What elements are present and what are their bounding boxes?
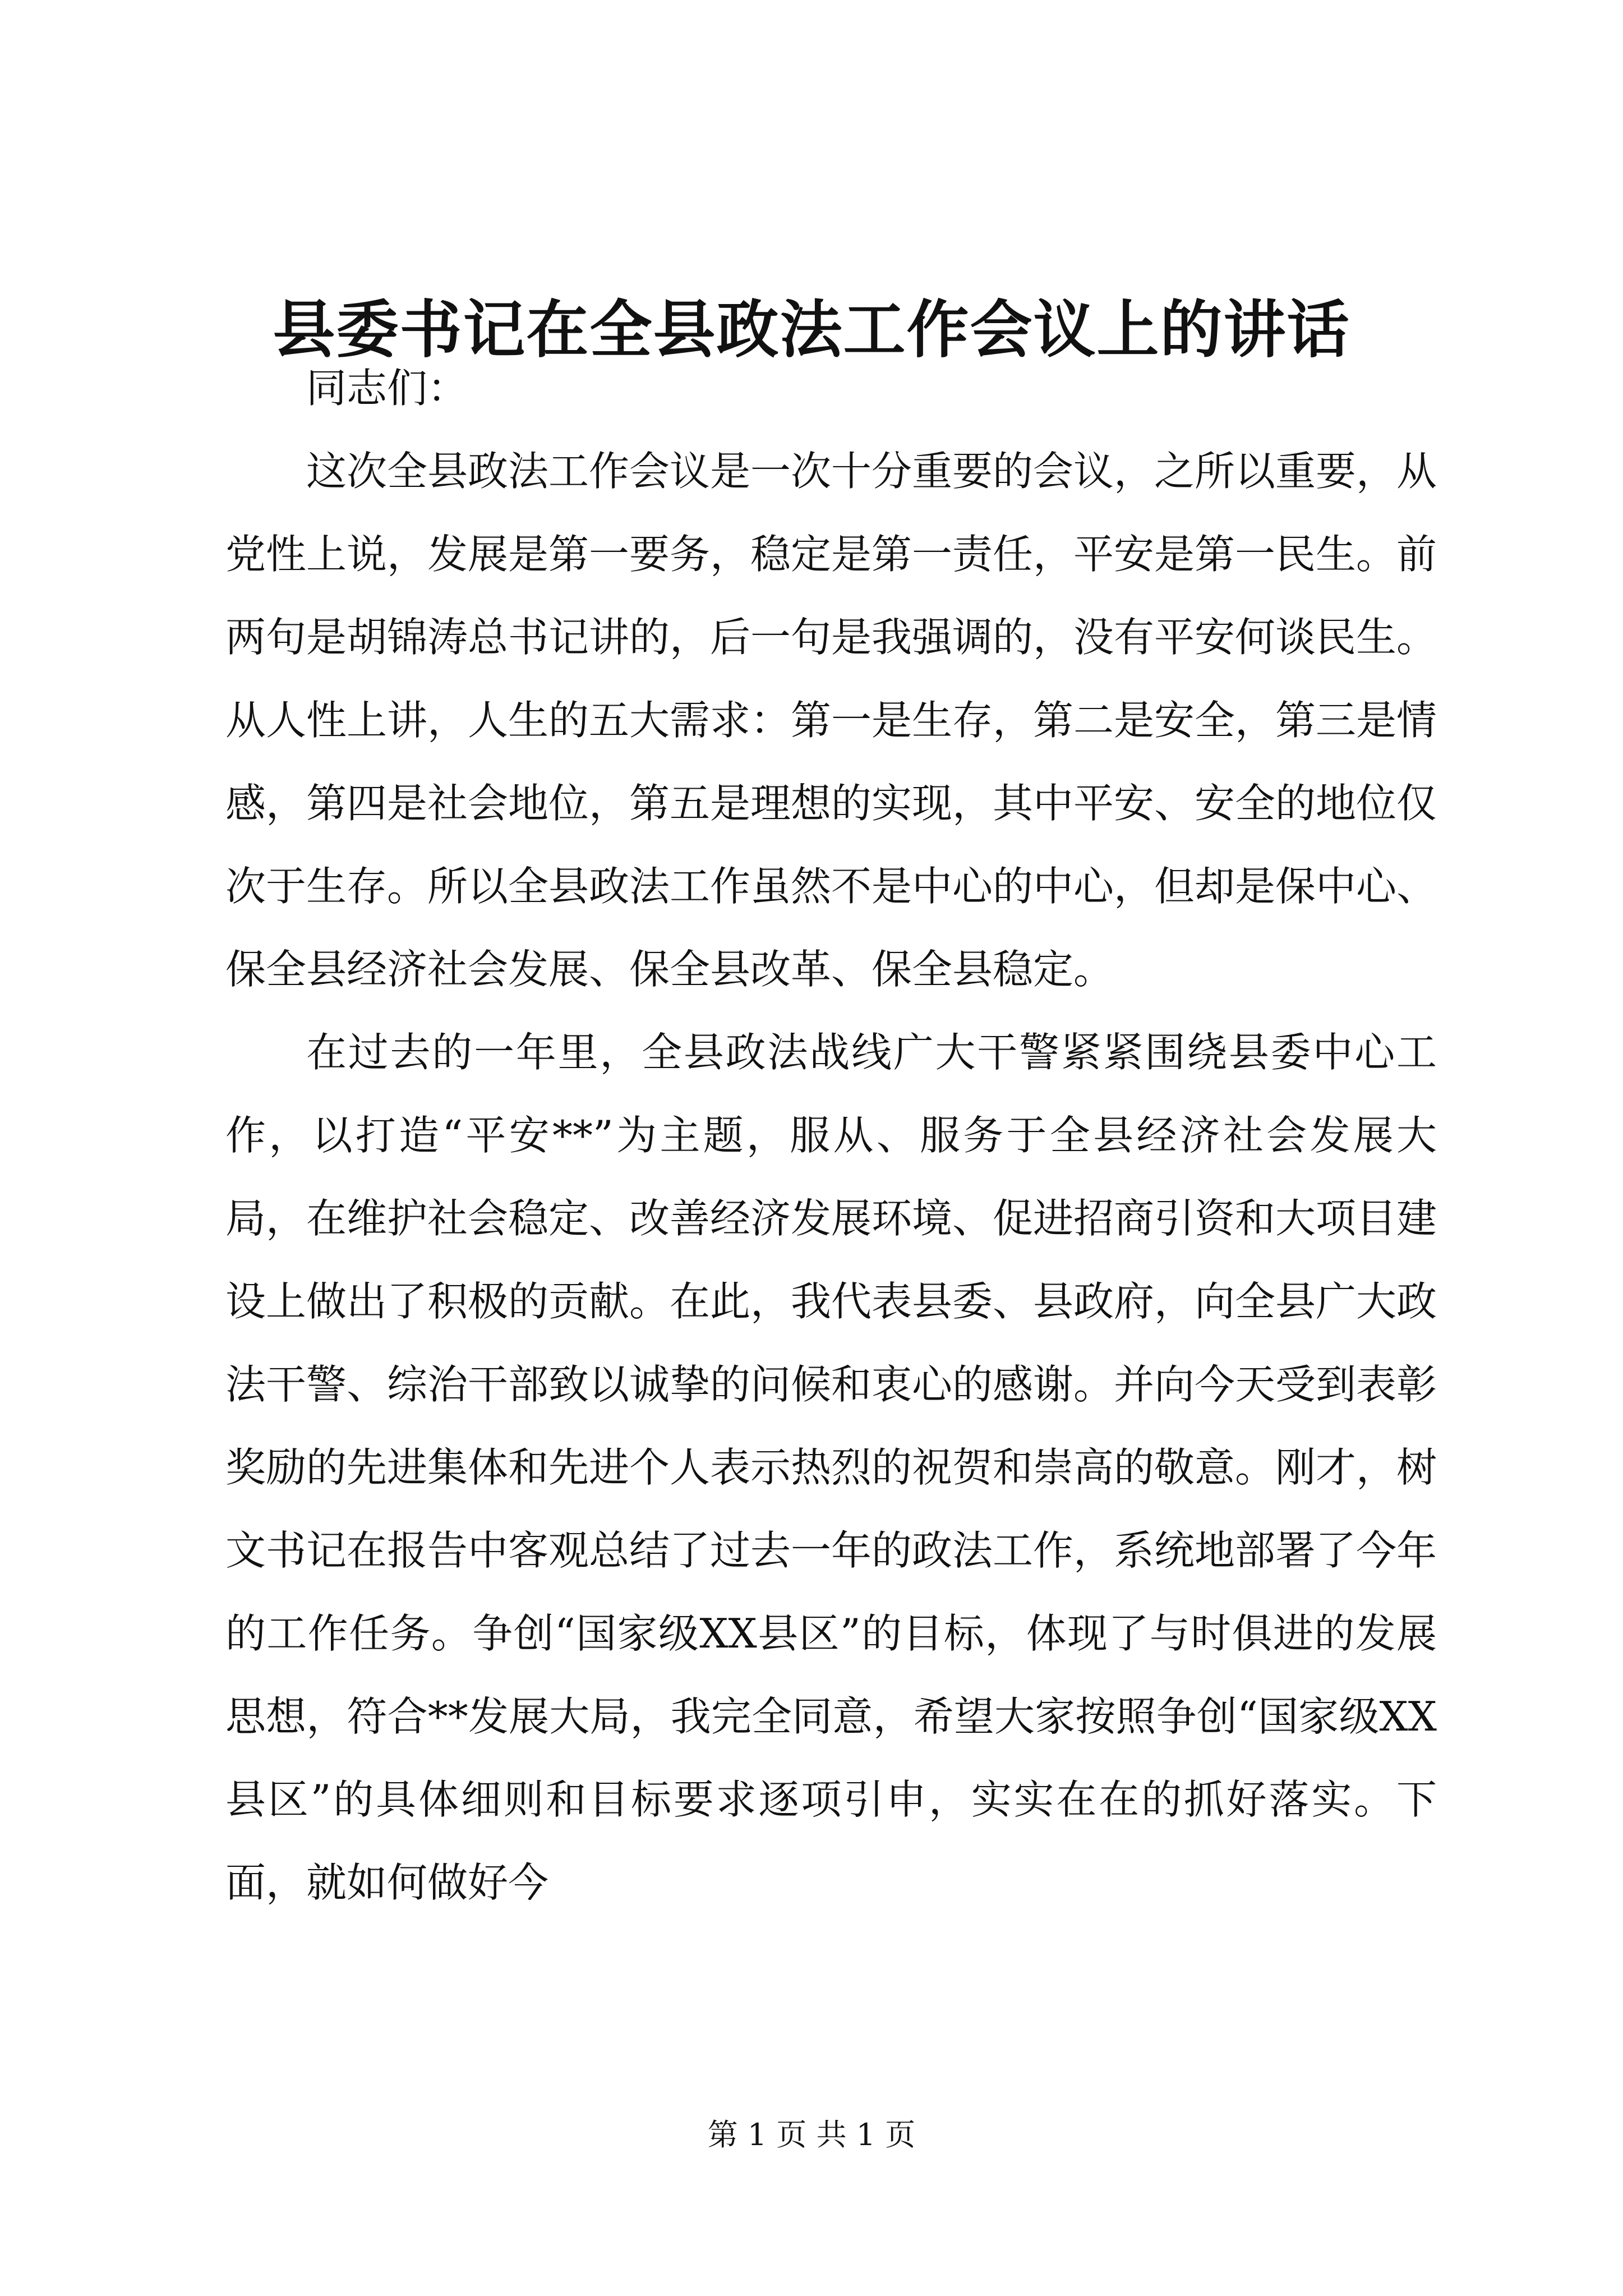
paragraph-2: 在过去的一年里，全县政法战线广大干警紧紧围绕县委中心工作，以打造“平安**”为主题，服从、服务于全县经济社会发展大局，在维护社会稳定、改善经济发展环境、促进招商引资和大项目建设上做出了积极的贡献。在此，我代表县委、县政府，向全县广大政法干警、综治干部致以诚挚的问候和衷心的感谢。并向今天受到表彰奖励的先进集体和先进个人表示热烈的祝贺和崇高的敬意。刚才，树文书记在报告中客观总结了过去一年的政法工作，系统地部署了今年的工作任务。争创“国家级XX县区”的目标，体现了与时俱进的发展思想，符合**发展大局，我完全同意，希望大家按照争创“国家级XX县区”的具体细则和目标要求逐项引申，实实在在的抓好落实。下面，就如何做好今: [225, 1029, 1437, 1906]
paragraph-1: 这次全县政法工作会议是一次十分重要的会议，之所以重要，从党性上说，发展是第一要务，稳定是第一责任，平安是第一民生。前两句是胡锦涛总书记讲的，后一句是我强调的，没有平安何谈民生。从人性上讲，人生的五大需求：第一是生存，第二是安全，第三是情感，第四是社会地位，第五是理想的实现，其中平安、安全的地位仅次于生存。所以全县政法工作虽然不是中心的中心，但却是保中心、保全县经济社会发展、保全县改革、保全县稳定。: [225, 448, 1437, 993]
document-title: 县委书记在全县政法工作会议上的讲话: [273, 293, 1350, 366]
salutation: 同志们：: [306, 365, 468, 412]
document-body: [225, 347, 1437, 1924]
page-footer: 第 1 页 共 1 页: [707, 2117, 916, 2152]
